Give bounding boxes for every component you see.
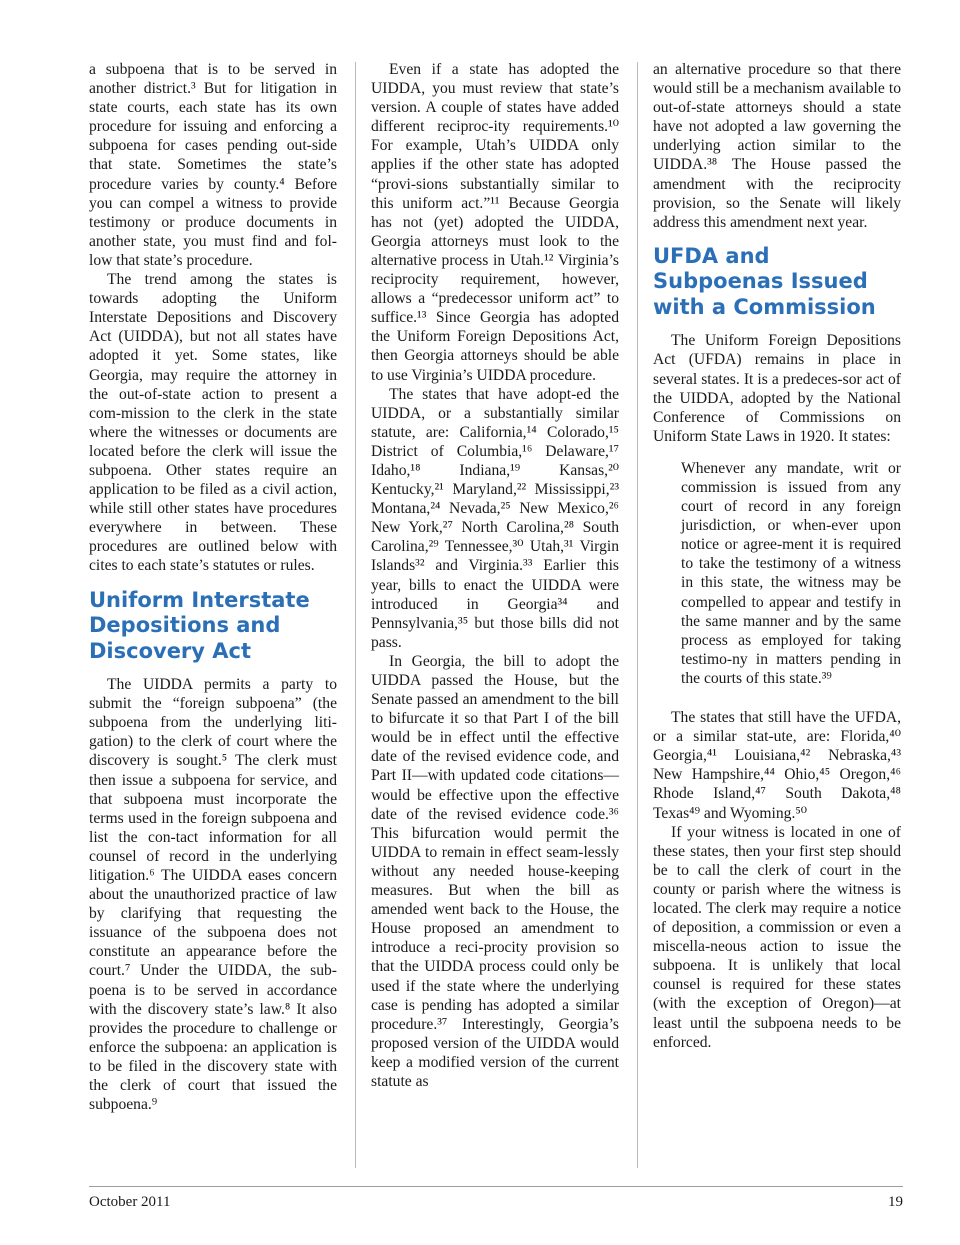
paragraph: a subpoena that is to be served in another district.³ But for litigation in state courts, each state has its own procedure for issuing and enforcing a subpoena for cases pending out-side that state. Sometimes the state’s procedure varies by county.⁴ Before you can compel a witness to provide testimony or produce documents in another state, you must find and fol-low that state’s procedure.	[89, 61, 337, 269]
paragraph: an alternative procedure so that there would still be a mechanism available to out-of-state attorneys should a state have not adopted a law governing the underlying action similar to the UIDDA.³⁸ The House passed the amendment with the reciprocity provision, so the Senate will likely address this amendment next year.	[653, 61, 901, 231]
section-heading-uidda: Uniform Interstate Depositions and Discovery Act	[89, 587, 310, 663]
column-divider	[637, 62, 638, 1168]
paragraph: The trend among the states is towards adopting the Uniform Interstate Depositions and Discovery Act (UIDDA), but not all states have adopted it yet. Some states, like Georgia, may require the attorney in the out-of-state action to present a com-mission to the clerk in the state where the witnesses or documents are located before the clerk will issue the subpoena. Other states require an application to be filed as a civil action, while still other states have procedures everywhere in between. These procedures are outlined below with cites to each state’s statutes or rules.	[89, 271, 337, 575]
footer-date: October 2011	[89, 1194, 171, 1210]
paragraph: The UIDDA permits a party to submit the “foreign subpoena” (the subpoena from the underlying liti-gation) to the clerk of court where the discovery is sought.⁵ The clerk must then issue a subpoena for service, and that subpoena must incorporate the terms used in the foreign subpoena and list the con-tact information for all counsel of record in the underlying litigation.⁶ The UIDDA eases concern about the unauthorized practice of law by clarifying that requesting the issuance of the subpoena does not constitute an appearance before the court.⁷ Under the UIDDA, the sub-poena is to be served in accordance with the discovery state’s law.⁸ It also provides the procedure to challenge or enforce the subpoena: an application is to be filed in the discovery state with the clerk of court that issued the subpoena.⁹	[89, 676, 337, 1114]
paragraph: The Uniform Foreign Depositions Act (UFDA) remains in place in several states. It is a predeces-sor act of the UIDDA, adopted by the National Conference of Commissions on Uniform State Laws in 1920. It states:	[653, 332, 901, 445]
column-1	[89, 60, 337, 1114]
paragraph: Even if a state has adopted the UIDDA, you must review that state’s version. A couple of states have added different reciproc-ity requirements.¹⁰ For example, Utah’s UIDDA only applies if the other state has adopted “provi-sions substantially similar to this uniform act.”¹¹ Because Georgia has not (yet) adopted the UIDDA, Georgia attorneys must look to the alternative process in Utah.¹² Virginia’s reciprocity requirement, however, allows a “predecessor uniform act” to suffice.¹³ Since Georgia has adopted the Uniform Foreign Depositions Act, then Georgia attorneys should be able to use Virginia’s UIDDA procedure.	[371, 61, 619, 384]
section-heading-ufda: UFDA and Subpoenas Issued with a Commission	[653, 243, 876, 319]
column-3	[653, 60, 901, 1052]
paragraph: The states that still have the UFDA, or a similar stat-ute, are: Florida,⁴⁰ Georgia,⁴¹ Louisiana,⁴² Nebraska,⁴³ New Hampshire,⁴⁴ Ohio,⁴⁵ Oregon,⁴⁶ Rhode Island,⁴⁷ South Dakota,⁴⁸ Texas⁴⁹ and Wyoming.⁵⁰	[653, 709, 901, 822]
paragraph: If your witness is located in one of these states, then your first step should be to call the clerk of court in the county or parish where the witness is located. The clerk may require a notice of deposition, a commission or even a miscella-neous action to issue the subpoena. It is unlikely that local counsel is required for these states (with the exception of Oregon)—at least until the subpoena needs to be enforced.	[653, 823, 901, 1051]
quote-text: Whenever any mandate, writ or commission is issued from any court of record in any foreign jurisdiction, or when-ever upon notice or agree-ment it is required to take the testimony of a witness in this state, the witness may be compelled to appear and testify in the same manner and by the same process as employed for taking testimo-ny in matters pending in the courts of this state.³⁹	[681, 459, 901, 687]
column-divider	[355, 62, 356, 1168]
column-2	[371, 60, 619, 1091]
paragraph: In Georgia, the bill to adopt the UIDDA passed the House, but the Senate passed an amendment to the bill to bifurcate it so that Part I of the bill would be in effect until the effective date of the revised evidence code, and Part II—with updated code citations—would be effective upon the effective date of the revised evidence code.³⁶ This bifurcation would permit the UIDDA to remain in effect seam-lessly without any needed house-keeping measures. But when the bill as amended went back to the House, the House proposed an amendment to introduce a reci-procity provision so that the UIDDA process could only be used if the state where the underlying case is pending has adopted a similar procedure.³⁷ Interestingly, Georgia’s proposed version of the UIDDA would keep a modified version of the current statute as	[371, 652, 619, 1090]
footer-divider	[89, 1186, 903, 1187]
statute-quote	[681, 459, 901, 688]
paragraph: The states that have adopt-ed the UIDDA, or a substantially similar statute, are: California,¹⁴ Colorado,¹⁵ District of Columbia,¹⁶ Delaware,¹⁷ Idaho,¹⁸ Indiana,¹⁹ Kansas,²⁰ Kentucky,²¹ Maryland,²² Mississippi,²³ Montana,²⁴ Nevada,²⁵ New Mexico,²⁶ New York,²⁷ North Carolina,²⁸ South Carolina,²⁹ Tennessee,³⁰ Utah,³¹ Virgin Islands³² and Virginia.³³ Earlier this year, bills to enact the UIDDA were introduced in Georgia³⁴ and Pennsylvania,³⁵ but those bills did not pass.	[371, 385, 619, 651]
page-number: 19	[888, 1194, 903, 1210]
